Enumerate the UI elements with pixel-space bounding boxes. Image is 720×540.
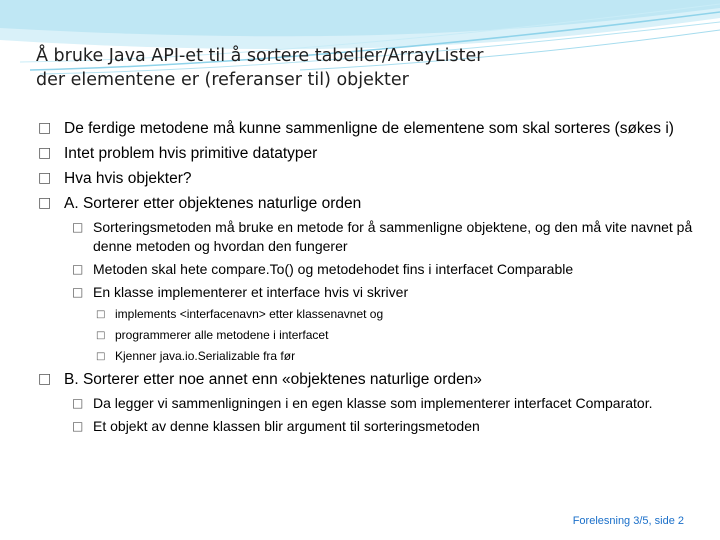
list-item-text: Intet problem hvis primitive datatyper — [64, 145, 318, 162]
list-item — [36, 218, 696, 256]
bullet-box-icon: □ — [38, 145, 52, 161]
title-line-1: Å bruke Java API-et til å sortere tabeller/ArrayLister — [36, 46, 484, 66]
list-item-text: En klasse implementerer et interface hvis vi skriver — [93, 284, 409, 300]
title-line-2: der elementene er (referanser til) objekter — [36, 70, 409, 90]
list-item — [36, 118, 696, 139]
bullet-box-icon: □ — [72, 419, 84, 433]
bullet-box-icon: □ — [72, 220, 84, 234]
list-item-text: Da legger vi sammenligningen i en egen klasse som implementerer interfacet Comparator. — [93, 395, 653, 411]
list-item-text: Et objekt av denne klassen blir argument til sorteringsmetoden — [93, 418, 480, 434]
list-item — [36, 417, 696, 436]
list-item-text: Sorteringsmetoden må bruke en metode for å sammenligne objektene, og den må vite navnet på denne metoden og hvordan den fungerer — [93, 219, 693, 254]
list-item — [36, 283, 696, 302]
bullet-box-icon: □ — [72, 396, 84, 410]
list-item-text: Hva hvis objekter? — [64, 170, 192, 187]
list-item — [36, 193, 696, 214]
list-item — [36, 394, 696, 413]
list-item-text: De ferdige metodene må kunne sammenligne de elementene som skal sorteres (søkes i) — [64, 120, 674, 137]
bullet-box-icon: □ — [96, 351, 106, 362]
list-item-text: implements <interfacenavn> etter klassenavnet og — [115, 307, 384, 321]
list-item — [36, 306, 696, 323]
list-item-text: B. Sorterer etter noe annet enn «objektenes naturlige orden» — [64, 371, 482, 388]
bullet-box-icon: □ — [96, 309, 106, 320]
bullet-box-icon: □ — [96, 330, 106, 341]
list-item — [36, 327, 696, 344]
list-item-text: A. Sorterer etter objektenes naturlige orden — [64, 195, 362, 212]
bullet-box-icon: □ — [72, 285, 84, 299]
bullet-box-icon: □ — [72, 262, 84, 276]
list-item-text: Metoden skal hete compare.To() og metodehodet fins i interfacet Comparable — [93, 261, 574, 277]
list-item-text: programmerer alle metodene i interfacet — [115, 328, 329, 342]
bullet-box-icon: □ — [38, 371, 52, 387]
bullet-box-icon: □ — [38, 170, 52, 186]
list-item — [36, 168, 696, 189]
bullet-list — [36, 118, 696, 440]
slide-footer: Forelesning 3/5, side 2 — [572, 515, 684, 527]
list-item-text: Kjenner java.io.Serializable fra før — [115, 349, 296, 363]
list-item — [36, 143, 696, 164]
bullet-box-icon: □ — [38, 120, 52, 136]
list-item — [36, 369, 696, 390]
list-item — [36, 260, 696, 279]
slide-title — [36, 44, 696, 92]
bullet-box-icon: □ — [38, 195, 52, 211]
list-item — [36, 348, 696, 365]
